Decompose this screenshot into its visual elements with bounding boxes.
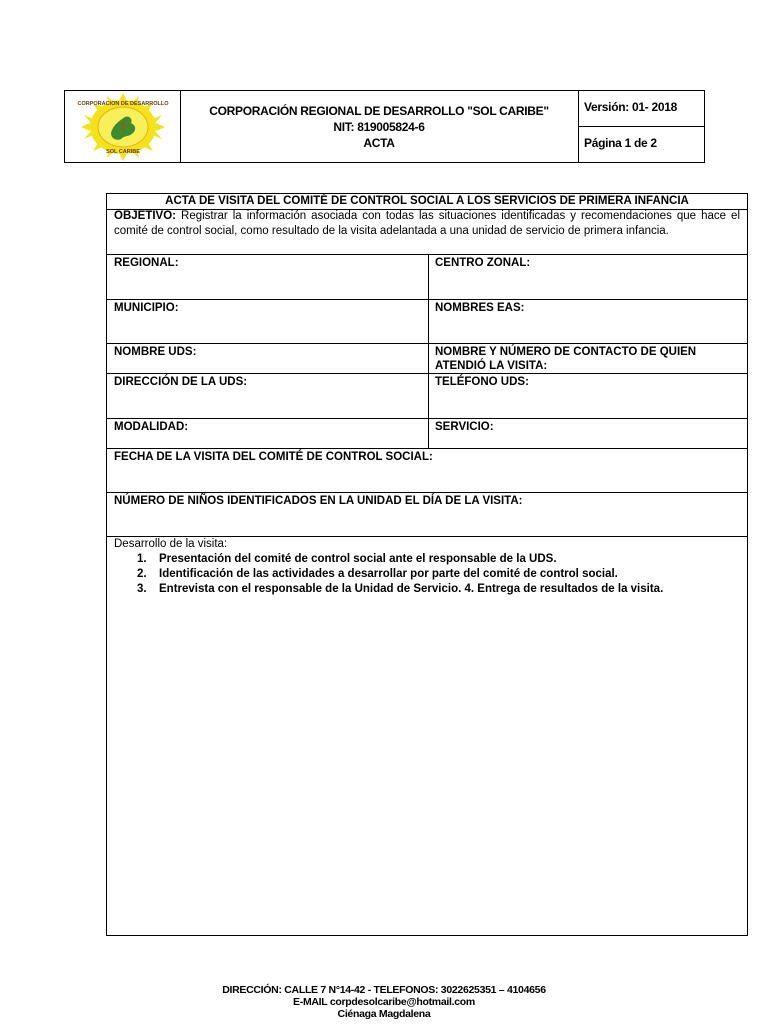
development-title: Desarrollo de la visita: (114, 538, 228, 550)
field-fecha-visita[interactable]: FECHA DE LA VISITA DEL COMITÉ DE CONTROL SOCIAL: (114, 451, 433, 463)
field-numero-ninos[interactable]: NÚMERO DE NIÑOS IDENTIFICADOS EN LA UNIDAD EL DÍA DE LA VISITA: (114, 495, 523, 507)
field-nombres-eas[interactable]: NOMBRES EAS: (435, 302, 525, 314)
objective-label: OBJETIVO: (114, 210, 176, 222)
footer-address: DIRECCIÓN: CALLE 7 N°14-42 - TELEFONOS: 3022625351 – 4104656 (222, 984, 546, 996)
page-number: Página 1 de 2 (584, 136, 657, 150)
doc-type: ACTA (363, 135, 395, 150)
field-direccion-uds[interactable]: DIRECCIÓN DE LA UDS: (114, 376, 248, 388)
field-telefono-uds[interactable]: TELÉFONO UDS: (435, 376, 529, 388)
list-item: 3. Entrevista con el responsable de la Unidad de Servicio. 4. Entrega de resultados de la visita. (137, 583, 664, 595)
divider (107, 343, 747, 344)
document-header (64, 90, 705, 163)
divider (107, 254, 747, 255)
logo-cell (65, 91, 181, 162)
footer-email: E-MAIL corpdesolcaribe@hotmail.com (293, 996, 475, 1008)
column-divider (428, 418, 429, 448)
field-centro-zonal[interactable]: CENTRO ZONAL: (435, 257, 531, 269)
field-contacto[interactable]: NOMBRE Y NÚMERO DE CONTACTO DE QUIEN ATENDIÓ LA VISITA: (435, 346, 697, 372)
list-item: 2. Identificación de las actividades a desarrollar por parte del comité de control social. (137, 568, 618, 580)
divider (107, 492, 747, 493)
objective-section (114, 209, 740, 239)
divider (107, 448, 747, 449)
header-title-cell (180, 91, 579, 162)
objective-text: Registrar la información asociada con todas las situaciones identificadas y recomendaciones que hace el comité de control social, como resultado de la visita adelantada a una unidad de servicio de primera infancia. (114, 210, 740, 237)
list-item: 1. Presentación del comité de control social ante el responsable de la UDS. (137, 553, 557, 565)
development-list (137, 552, 663, 597)
divider (107, 418, 747, 419)
logo-text-bottom: SOL CARIBE (106, 149, 140, 155)
field-municipio[interactable]: MUNICIPIO: (114, 302, 179, 314)
divider (107, 299, 747, 300)
field-servicio[interactable]: SERVICIO: (435, 421, 494, 433)
document-footer (0, 984, 768, 1020)
form-title: ACTA DE VISITA DEL COMITÉ DE CONTROL SOCIAL A LOS SERVICIOS DE PRIMERA INFANCIA (165, 195, 689, 207)
org-name: CORPORACIÓN REGIONAL DE DESARROLLO "SOL CARIBE" (209, 103, 549, 118)
logo-text-top: CORPORACION DE DESARROLLO (77, 101, 169, 107)
corporation-logo (65, 91, 180, 162)
divider (107, 373, 747, 374)
footer-city: Ciénaga Magdalena (337, 1008, 431, 1020)
version-label: Versión: 01- 2018 (578, 91, 704, 127)
divider (107, 536, 747, 537)
field-modalidad[interactable]: MODALIDAD: (114, 421, 189, 433)
field-regional[interactable]: REGIONAL: (114, 257, 179, 269)
visit-form (106, 193, 748, 936)
nit-number: NIT: 819005824-6 (333, 119, 425, 134)
column-divider (428, 254, 429, 419)
field-nombre-uds[interactable]: NOMBRE UDS: (114, 346, 197, 358)
